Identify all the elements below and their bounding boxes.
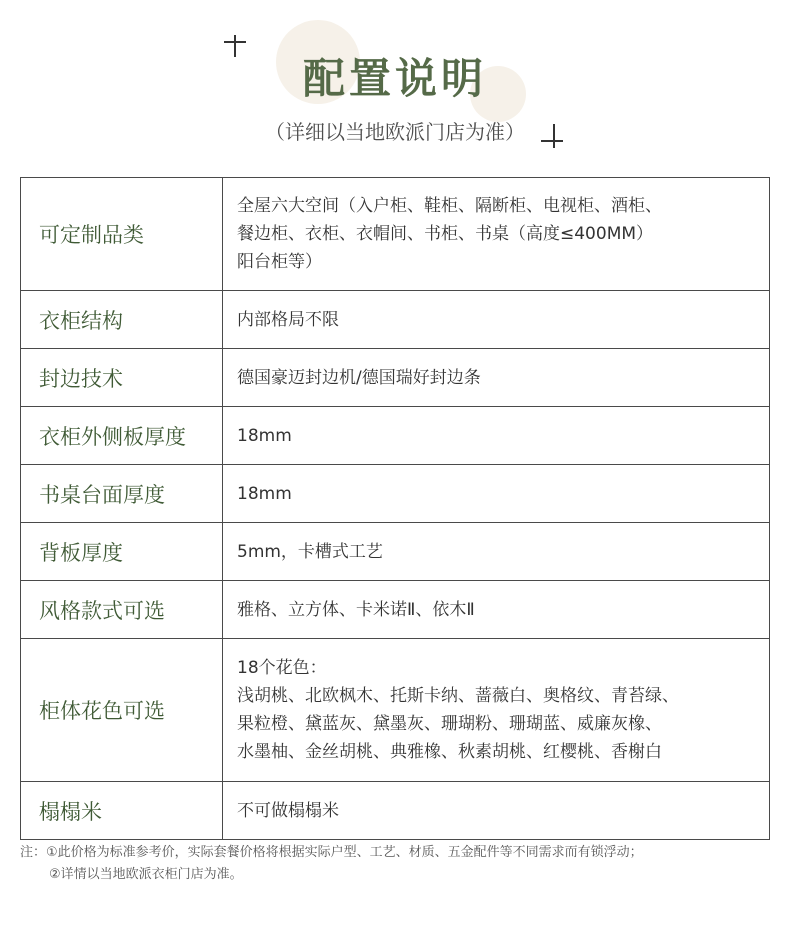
value-line: 水墨柚、金丝胡桃、典雅橡、秋素胡桃、红樱桃、香榭白 (237, 742, 662, 762)
page-subtitle: （详细以当地欧派门店为准） (265, 120, 525, 144)
row-value (223, 178, 770, 291)
table-row (21, 639, 770, 782)
row-value (223, 782, 770, 840)
spec-table (20, 177, 770, 840)
table-row (21, 407, 770, 465)
value-line: 果粒橙、黛蓝灰、黛墨灰、珊瑚粉、珊瑚蓝、威廉灰橡、 (237, 714, 662, 734)
value-line: 18mm (237, 425, 292, 446)
value-line: 德国豪迈封边机/德国瑞好封边条 (237, 367, 481, 388)
row-value (223, 465, 770, 523)
row-label: 背板厚度 (21, 523, 223, 581)
row-value (223, 407, 770, 465)
value-line: 内部格局不限 (237, 309, 339, 330)
table-row (21, 349, 770, 407)
table-row (21, 465, 770, 523)
page-title: 配置说明 (302, 54, 487, 103)
row-value (223, 291, 770, 349)
row-label: 封边技术 (21, 349, 223, 407)
row-label: 衣柜结构 (21, 291, 223, 349)
row-label: 衣柜外侧板厚度 (21, 407, 223, 465)
value-line: 全屋六大空间（入户柜、鞋柜、隔断柜、电视柜、酒柜、 (237, 196, 662, 216)
table-row (21, 523, 770, 581)
row-value (223, 349, 770, 407)
table-row (21, 291, 770, 349)
value-line: 阳台柜等） (237, 252, 322, 272)
value-line: 浅胡桃、北欧枫木、托斯卡纳、蔷薇白、奥格纹、青苔绿、 (237, 686, 679, 706)
row-value (223, 639, 770, 782)
row-label: 书桌台面厚度 (21, 465, 223, 523)
table-row (21, 581, 770, 639)
value-line: 雅格、立方体、卡米诺Ⅱ、依木Ⅱ (237, 599, 475, 620)
value-line: 18mm (237, 483, 292, 504)
footnote-2: ②详情以当地欧派衣柜门店为准。 (49, 867, 243, 882)
table-row (21, 782, 770, 840)
value-line: 5mm，卡槽式工艺 (237, 541, 383, 562)
row-label: 可定制品类 (21, 178, 223, 291)
row-value (223, 581, 770, 639)
value-line: 18个花色： (237, 658, 327, 678)
row-value (223, 523, 770, 581)
footnote-1: 注：①此价格为标准参考价，实际套餐价格将根据实际户型、工艺、材质、五金配件等不同需求而有锁浮动； (20, 845, 643, 860)
row-label: 榻榻米 (21, 782, 223, 840)
footnotes (20, 842, 780, 886)
row-label: 风格款式可选 (21, 581, 223, 639)
value-line: 不可做榻榻米 (237, 800, 339, 821)
value-line: 餐边柜、衣柜、衣帽间、书柜、书桌（高度≤400MM） (237, 224, 654, 244)
row-label: 柜体花色可选 (21, 639, 223, 782)
table-row (21, 178, 770, 291)
